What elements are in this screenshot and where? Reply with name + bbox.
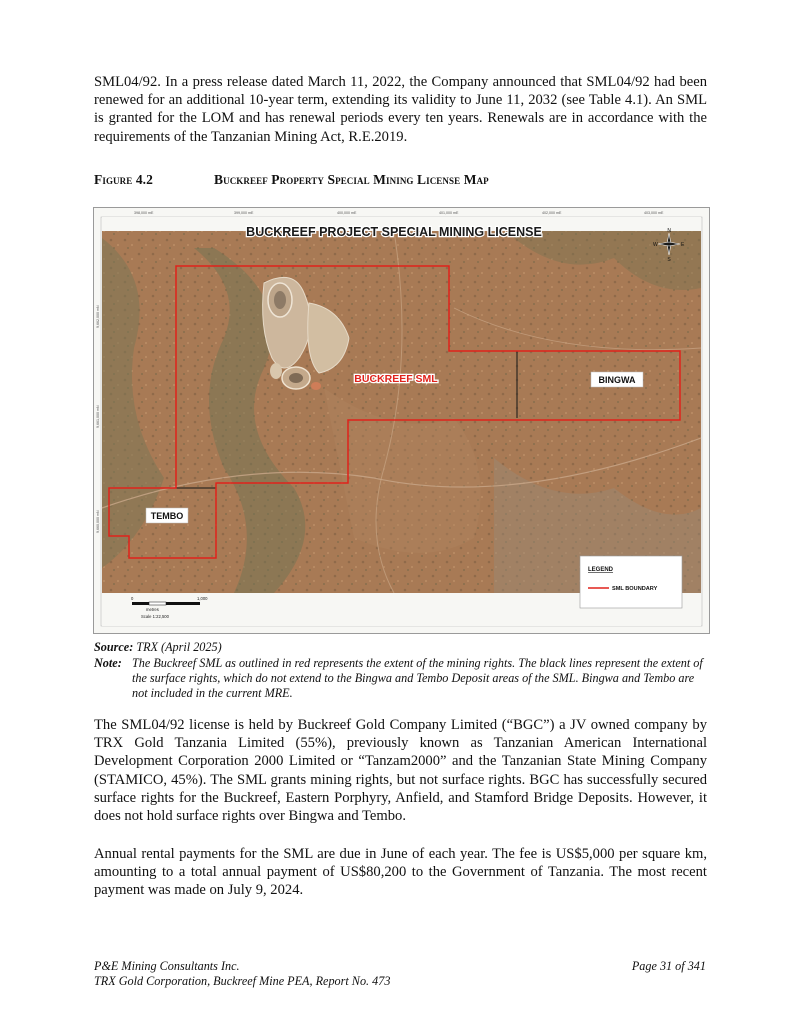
figure-note xyxy=(94,656,706,700)
map-legend xyxy=(580,556,682,608)
coord-top-4: 401,000 mE xyxy=(439,211,459,215)
sml-map-image xyxy=(94,208,709,633)
satellite-imagery xyxy=(102,231,701,593)
legend-item: SML BOUNDARY xyxy=(612,586,658,592)
scale-unit: metres xyxy=(146,607,159,612)
sml-map xyxy=(93,207,710,634)
figure-title: Buckreef Property Special Mining License Map xyxy=(214,172,489,187)
label-tembo: TEMBO xyxy=(150,511,184,521)
figure-number: Figure 4.2 xyxy=(94,172,154,187)
coord-left-1: 9,662,000 mN xyxy=(96,305,100,328)
legend-heading: LEGEND xyxy=(588,567,614,573)
west-label: W xyxy=(653,241,658,248)
scale-max: 1,000 xyxy=(197,596,208,601)
coord-top-5: 402,000 mE xyxy=(542,211,562,215)
coord-left-3: 9,660,000 mN xyxy=(96,510,100,533)
south-label: S xyxy=(667,257,671,263)
footer-page-number: Page 31 of 341 xyxy=(631,959,706,973)
source-label: Source: xyxy=(94,640,134,654)
note-label: Note: xyxy=(94,656,122,670)
source-text: TRX (April 2025) xyxy=(136,640,222,654)
scale-zero: 0 xyxy=(131,596,134,601)
coord-left-2: 9,661,000 mN xyxy=(96,405,100,428)
map-title: BUCKREEF PROJECT SPECIAL MINING LICENSE xyxy=(246,225,542,239)
label-buckreef-sml: BUCKREEF SML xyxy=(354,373,438,385)
coord-top-2: 399,000 mE xyxy=(234,211,254,215)
paragraph-sml-renewal: SML04/92. In a press release dated March 11, 2022, the Company announced that SML04/92 had been renewed for an additional 10-year term, extending its validity to June 11, 2032 (see Table 4.1). An SML is granted for the LOM and has renewal periods every ten years. Renewals are in accordance with the requirements of the Tanzanian Mining Act, R.E.2019. xyxy=(94,74,707,145)
coord-top-6: 403,000 mE xyxy=(644,211,664,215)
coord-top-1: 398,000 mE xyxy=(134,211,154,215)
footer-report: TRX Gold Corporation, Buckreef Mine PEA, Report No. 473 xyxy=(94,974,391,988)
scale-ratio: Scale 1:22,500 xyxy=(141,614,169,619)
page-footer xyxy=(94,959,706,989)
paragraph-license-ownership: The SML04/92 license is held by Buckreef Gold Company Limited (“BGC”) a JV owned company by TRX Gold Tanzania Limited (55%), previously known as Tanzanian American International Development Corporation 2000 Limited or “Tanzam2000” and the Tanzanian State Mining Company (STAMICO, 45%). The SML grants mining rights, but not surface rights. BGC has successfully secured surface rights for the Buckreef, Eastern Porphyry, Anfield, and Stamford Bridge Deposits. However, it does not hold surface rights over Bingwa and Tembo. xyxy=(94,717,707,825)
label-bingwa: BINGWA xyxy=(598,375,636,385)
paragraph-rental-payments: Annual rental payments for the SML are due in June of each year. The fee is US$5,000 per square km, amounting to a total annual payment of US$80,200 to the Government of Tanzania. The most recent payment was made on July 9, 2024. xyxy=(94,846,707,899)
footer-company: P&E Mining Consultants Inc. xyxy=(94,959,240,973)
figure-source xyxy=(94,640,222,655)
coord-top-3: 400,000 mE xyxy=(337,211,357,215)
north-label: N xyxy=(667,228,672,234)
figure-caption xyxy=(94,172,489,188)
note-text: The Buckreef SML as outlined in red represents the extent of the mining rights. The black lines represent the extent of the surface rights, which do not extend to the Bingwa and Tembo Deposit areas of the SML. Bingwa and Tembo are not included in the current MRE. xyxy=(132,656,703,700)
east-label: E xyxy=(681,241,685,248)
